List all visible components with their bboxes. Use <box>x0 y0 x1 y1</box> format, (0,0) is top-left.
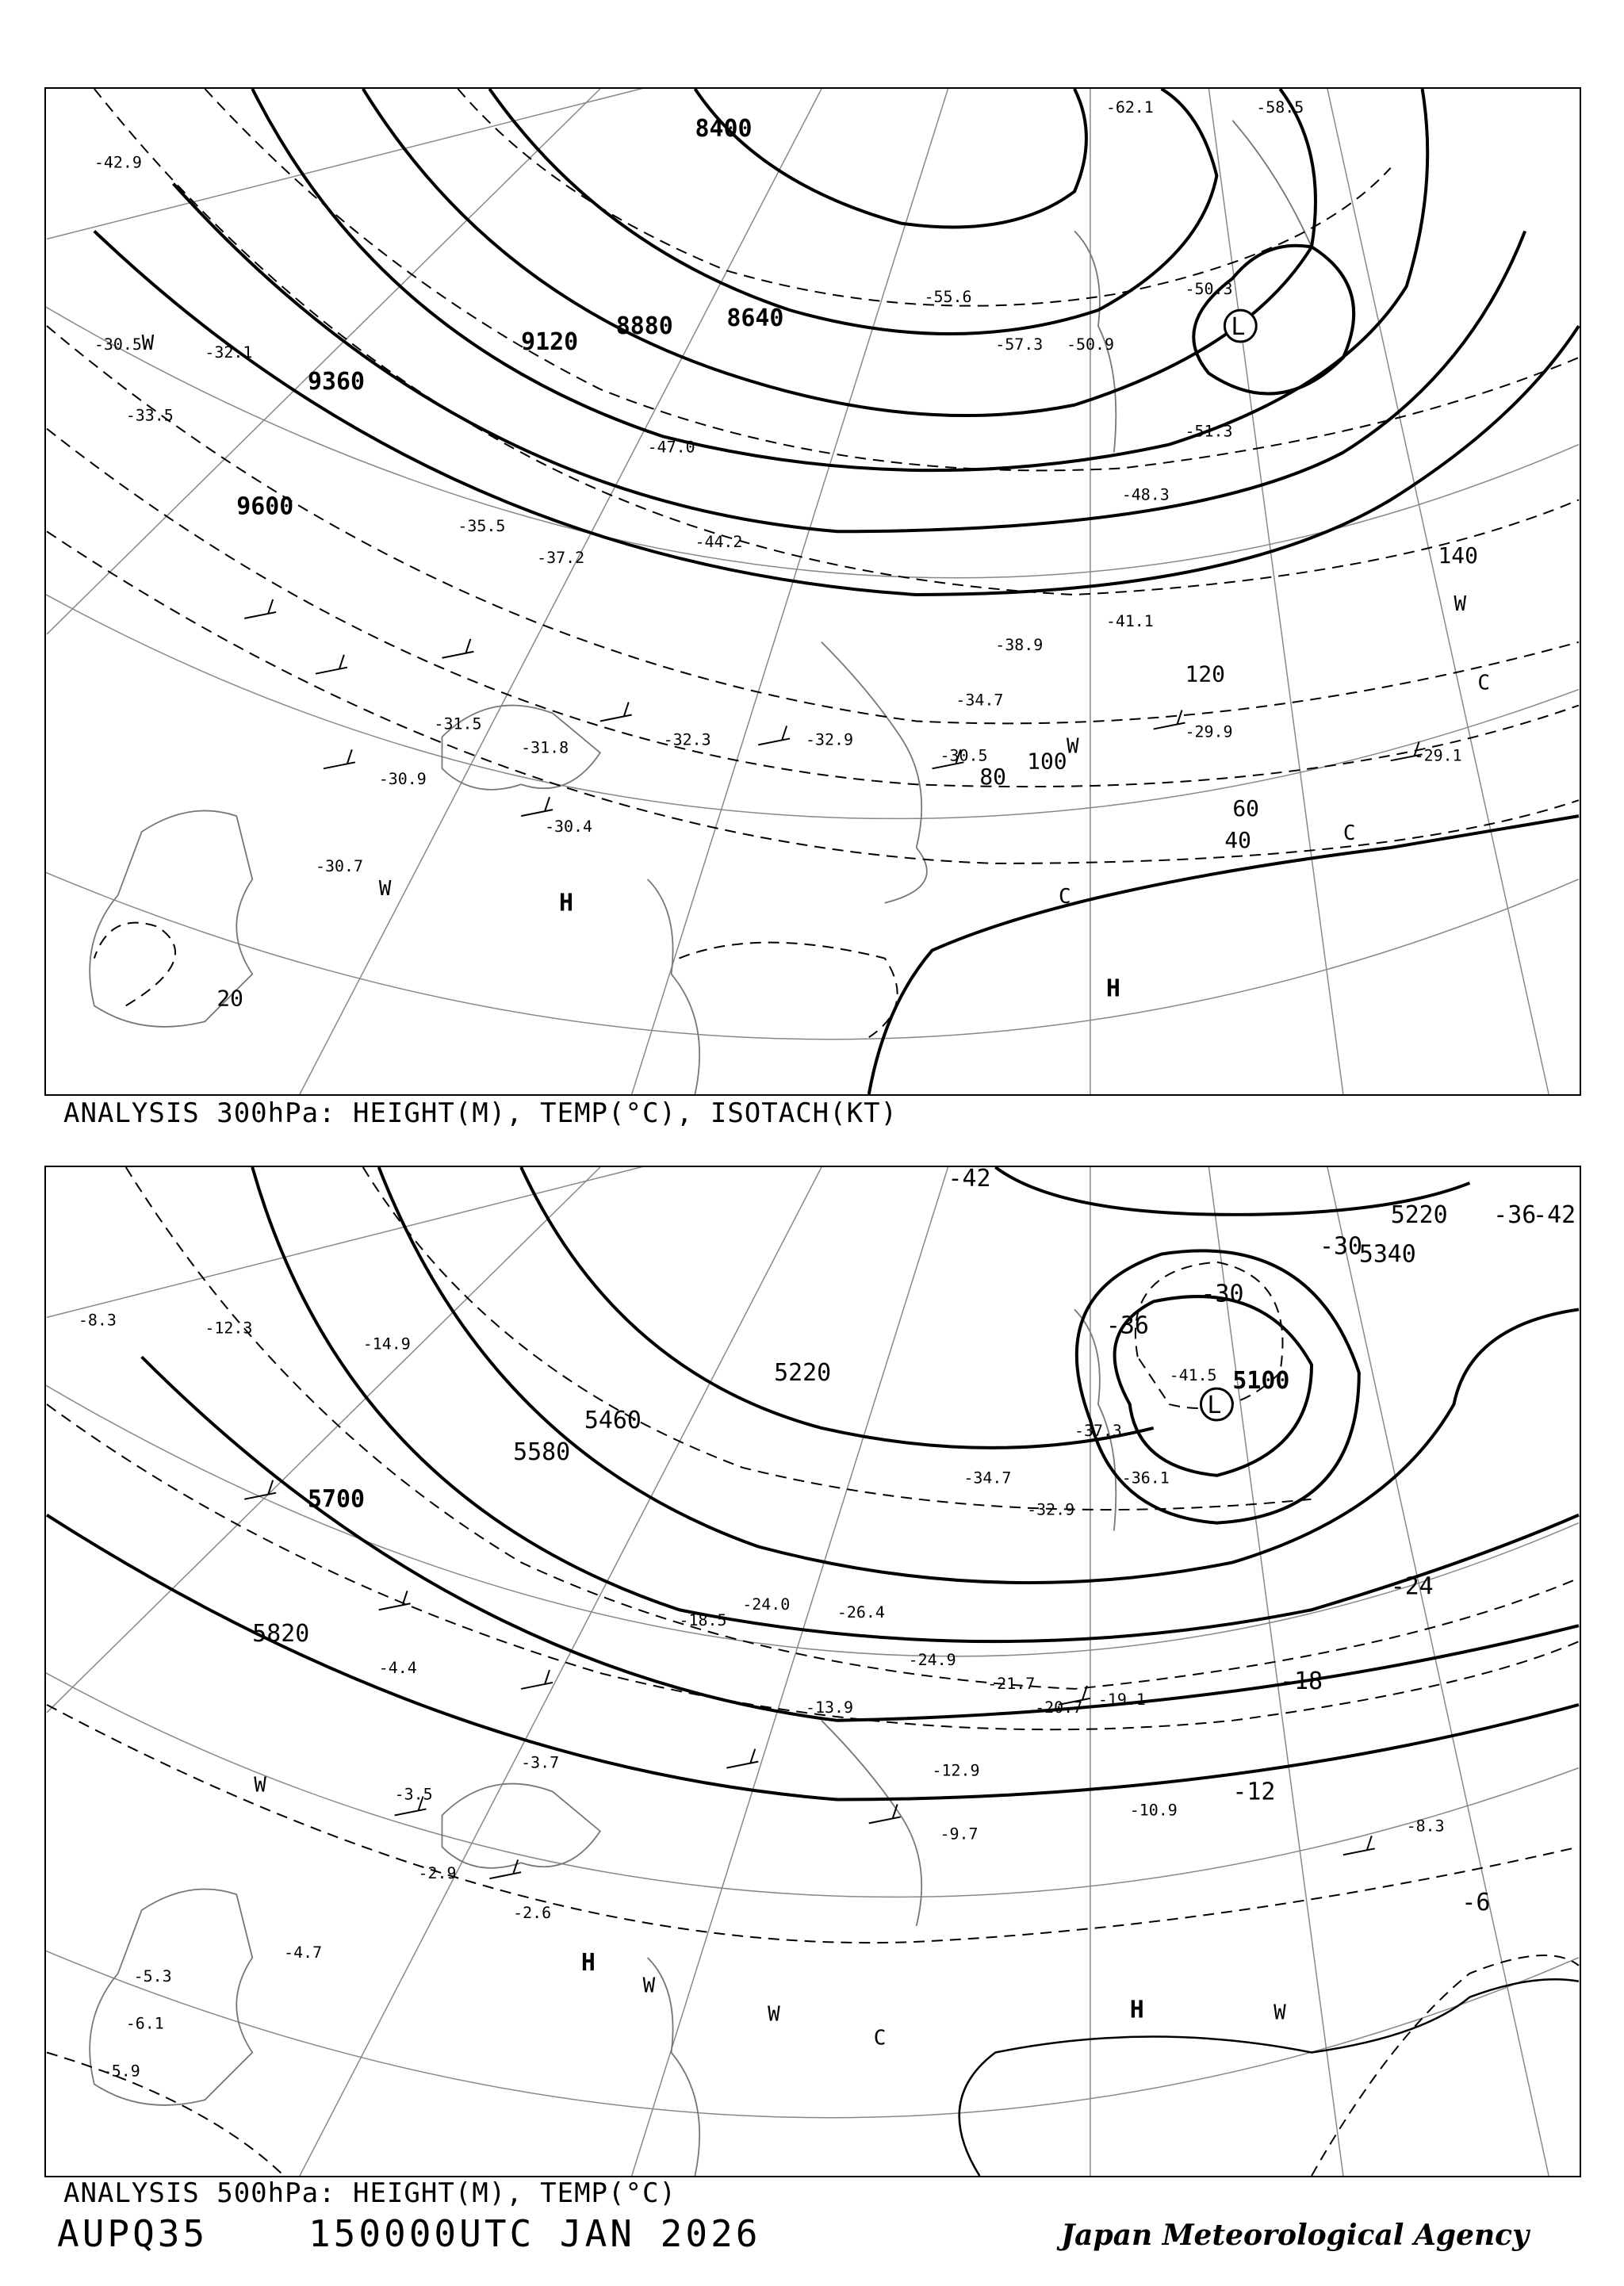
low-center-label: L <box>1207 1392 1222 1420</box>
product-footer <box>57 2212 760 2255</box>
graticule <box>46 89 1579 1094</box>
isotach-label: 80 <box>979 764 1006 791</box>
station-temp: -4.7 <box>284 1943 323 1962</box>
high-center-label: H <box>559 889 574 917</box>
temp-label: -58.5 <box>1256 98 1304 117</box>
weather-map-500hpa <box>46 1167 1580 2176</box>
height-label: 5220 <box>774 1359 832 1388</box>
temp-contour-label: -30 <box>1201 1280 1244 1308</box>
high-center-label: H <box>580 1948 596 1977</box>
temp-label: -47.0 <box>647 438 695 457</box>
graticule <box>46 1167 1579 2176</box>
cold-mark: C <box>873 2026 887 2051</box>
warm-mark: W <box>768 2002 780 2027</box>
station-temp: -14.9 <box>362 1334 411 1354</box>
temp-contour-label: -12 <box>1232 1778 1276 1806</box>
warm-mark: W <box>141 331 155 355</box>
station-temp: -9.7 <box>940 1825 979 1844</box>
temperature-isotherms <box>47 89 1579 1037</box>
station-temp: -8.3 <box>1406 1817 1445 1836</box>
station-temp: -19.1 <box>1097 1690 1146 1709</box>
temp-label: -50.3 <box>1185 280 1233 299</box>
temp-label: -42.9 <box>94 153 142 172</box>
temp-label: -31.5 <box>434 714 482 733</box>
isotach-label: 40 <box>1224 826 1251 853</box>
map-panel-300hpa <box>44 87 1581 1096</box>
product-code: AUPQ35 <box>57 2212 209 2255</box>
station-temp: -21.7 <box>987 1674 1036 1693</box>
caption-300hpa: ANALYSIS 300hPa: HEIGHT(M), TEMP(°C), ISOTACH(KT) <box>63 1097 898 1129</box>
warm-mark: W <box>1454 592 1467 616</box>
station-temp: -10.9 <box>1129 1801 1178 1820</box>
temp-label: -55.6 <box>924 288 972 307</box>
temp-label: -30.4 <box>545 818 593 837</box>
height-contours <box>94 89 1579 595</box>
station-temp: -3.5 <box>394 1785 433 1804</box>
temp-label: -57.3 <box>995 335 1044 354</box>
isotach-label: 20 <box>216 985 243 1012</box>
station-temp: -18.5 <box>679 1611 727 1630</box>
height-label: 5700 <box>308 1485 365 1514</box>
height-label: 5340 <box>1358 1240 1416 1269</box>
agency-name: Japan Meteorological Agency <box>1061 2219 1529 2252</box>
temp-label: -29.9 <box>1185 722 1233 741</box>
temp-label: -30.9 <box>378 770 427 789</box>
temp-label: -50.9 <box>1066 335 1114 354</box>
temp-label: -62.1 <box>1105 98 1154 117</box>
height-label: 8880 <box>615 312 673 341</box>
station-temp: -37.3 <box>1074 1421 1122 1440</box>
zero-isotherm <box>959 1979 1579 2176</box>
height-label: 5820 <box>252 1620 310 1648</box>
warm-mark: W <box>378 876 392 901</box>
cold-mark: C <box>1477 671 1490 695</box>
station-temp: -32.9 <box>1027 1500 1075 1519</box>
temp-contour-label: -18 <box>1280 1667 1323 1695</box>
station-temp: -4.4 <box>378 1658 417 1677</box>
temp-label: -29.1 <box>1414 746 1462 765</box>
temp-label: -30.5 <box>94 335 142 354</box>
temperature-isotherms <box>47 1167 1579 2176</box>
station-temp: -12.3 <box>205 1319 253 1338</box>
station-temp: -8.3 <box>78 1311 117 1330</box>
temp-label: -34.7 <box>956 691 1004 710</box>
station-temp: -5.9 <box>102 2062 140 2081</box>
station-temp: -5.3 <box>133 1966 172 1985</box>
isotach-label: 120 <box>1185 661 1225 687</box>
isotach-label: 60 <box>1232 795 1259 822</box>
high-center-label: H <box>1129 1996 1144 2024</box>
temp-label: -38.9 <box>995 635 1044 654</box>
isotach-label: 100 <box>1027 748 1067 775</box>
station-temp: -6.1 <box>125 2014 164 2033</box>
valid-time: 150000UTC JAN 2026 <box>308 2212 761 2255</box>
height-label: 9360 <box>308 367 365 396</box>
temp-label: -32.1 <box>205 343 253 362</box>
height-label: 8640 <box>726 304 784 333</box>
temp-label: -32.3 <box>663 730 711 749</box>
temp-label: -32.9 <box>806 730 854 749</box>
high-center-label: H <box>1105 975 1120 1003</box>
temp-contour-label: -42 <box>1533 1200 1576 1229</box>
temp-contour-label: -24 <box>1390 1572 1434 1601</box>
temp-label: -51.3 <box>1185 422 1233 441</box>
station-temp: -34.7 <box>963 1468 1012 1488</box>
height-label: 8400 <box>695 114 753 143</box>
cold-mark: C <box>1059 884 1071 909</box>
temp-label: -30.7 <box>315 856 363 875</box>
temp-label: -37.2 <box>537 549 585 568</box>
height-label: 9600 <box>236 492 294 521</box>
temp-contour-label: -36 <box>1105 1311 1149 1340</box>
map-panel-500hpa <box>44 1166 1581 2177</box>
warm-mark: W <box>254 1773 266 1798</box>
warm-mark: W <box>1066 734 1079 759</box>
station-temp: -12.9 <box>932 1761 980 1780</box>
station-temp: -41.5 <box>1169 1366 1217 1385</box>
station-temp: -24.0 <box>742 1595 791 1614</box>
warm-mark: W <box>642 1974 656 1998</box>
temp-label: -44.2 <box>695 533 743 552</box>
temp-label: -31.8 <box>521 738 569 757</box>
temp-label: -48.3 <box>1121 485 1170 504</box>
station-temp: -2.9 <box>418 1864 457 1883</box>
station-temp: -13.9 <box>806 1698 854 1717</box>
temp-contour-label: -6 <box>1461 1889 1491 1917</box>
temp-contour-label: -42 <box>948 1167 991 1193</box>
caption-500hpa: ANALYSIS 500hPa: HEIGHT(M), TEMP(°C) <box>63 2177 676 2209</box>
height-label: 5100 <box>1232 1367 1290 1396</box>
temp-label: -33.5 <box>125 406 174 425</box>
warm-mark: W <box>1274 2001 1286 2025</box>
coastline <box>90 1309 1116 2176</box>
station-temp: -26.4 <box>837 1603 885 1622</box>
coastline <box>90 121 1312 1094</box>
height-label: 5580 <box>513 1438 571 1466</box>
temp-label: -35.5 <box>458 517 506 536</box>
station-temp: -20.7 <box>1035 1698 1083 1717</box>
height-label: 5220 <box>1390 1200 1448 1229</box>
temp-label: -41.1 <box>1105 611 1154 630</box>
temp-contour-label: -36 <box>1493 1200 1537 1229</box>
temp-label: -30.5 <box>940 746 988 765</box>
station-temp: -2.6 <box>513 1904 552 1923</box>
isotach-label: 140 <box>1438 542 1478 569</box>
station-temp: -36.1 <box>1121 1468 1170 1488</box>
station-temp: -24.9 <box>908 1651 956 1670</box>
low-center-label: L <box>1231 313 1246 342</box>
height-label: 9120 <box>521 327 579 356</box>
wind-barbs <box>244 1480 1375 1878</box>
temp-contour-label: -30 <box>1319 1232 1362 1261</box>
height-label: 5460 <box>584 1406 642 1434</box>
station-temp: -3.7 <box>521 1753 560 1772</box>
weather-map-300hpa <box>46 89 1580 1094</box>
cold-mark: C <box>1342 821 1356 846</box>
